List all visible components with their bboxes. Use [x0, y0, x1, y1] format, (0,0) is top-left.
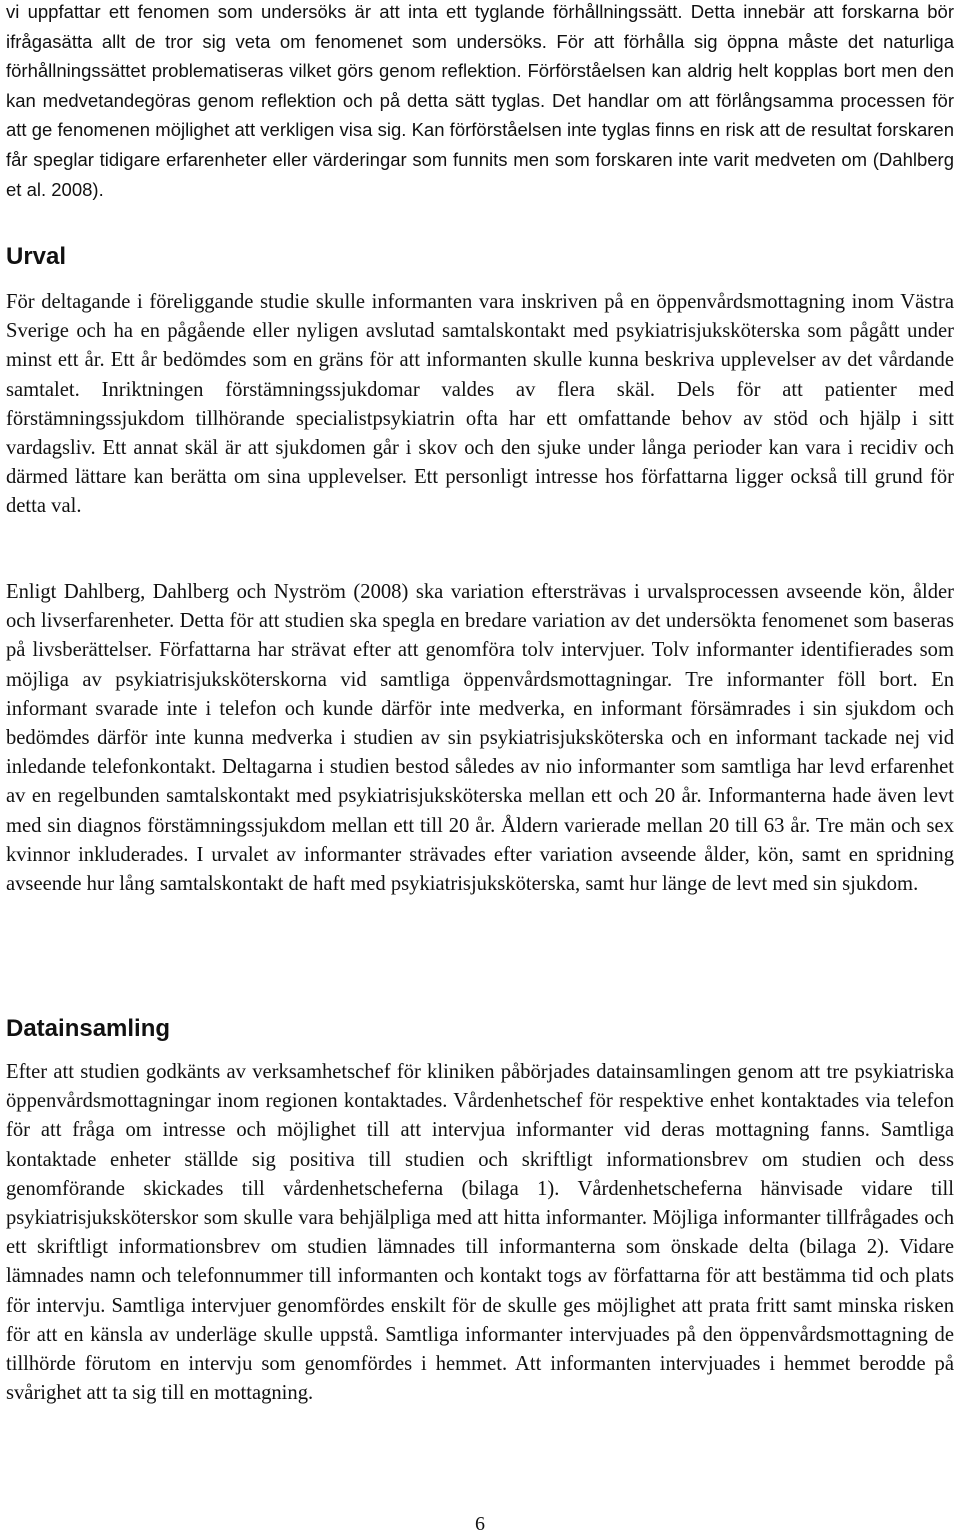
datainsamling-paragraph-1: Efter att studien godkänts av verksamhetschef för kliniken påbörjades datainsamlingen genom att tre psykiatriska öppenvårdsmottagningar inom regionen kontaktades. Vårdenhetschef för respektive enhet kontaktades via telefon för att fråga om intresse och möjlighet till att intervjua informanter vid deras mottagning fanns. Samtliga kontaktade enheter ställde sig positiva till studien och skriftligt informationsbrev om studien och dess genomförande skickades till vårdenhetscheferna (bilaga 1). Vårdenhetscheferna hänvisade vidare till psykiatrisjuksköterskor som skulle vara behjälpliga med att hitta informanter. Möjliga informanter tillfrågades och ett skriftligt informationsbrev om studien lämnades till informanterna som önskade delta (bilaga 2). Vidare lämnades namn och telefonnummer till informanten och kontakt togs av författarna för att bestämma tid och plats för intervju. Samtliga intervjuer genomfördes enskilt för de skulle ges möjlighet att prata fritt samt minska risken för att en känsla av underläge skulle uppstå. Samtliga informanter intervjuades på den öppenvårdsmottagning de tillhörde förutom en intervju som genomfördes i hemmet. Att informanten intervjuades i hemmet berodde på svårighet att ta sig till en mottagning. — [6, 1061, 954, 1405]
section-heading-datainsamling: Datainsamling — [6, 1015, 171, 1042]
section-heading-urval: Urval — [6, 243, 67, 270]
urval-paragraph-2: Enligt Dahlberg, Dahlberg och Nyström (2008) ska variation eftersträvas i urvalsprocessen avseende kön, ålder och livserfarenheter. Detta för att studien ska spegla en bredare variation av det undersökta fenomenet som baseras på livsberättelser. Författarna har strävat efter att genomföra tolv intervjuer. Tolv informanter identifierades som möjliga av psykiatrisjuksköterskorna vid samtliga öppenvårdsmottagningar. Tre informanter föll bort. En informant svarade inte i telefon och kunde därför inte medverka, en informant försämrades i sin sjukdom och bedömdes därför inte kunna medverka i studien av sin psykiatrisjuksköterska och en informant tackade nej vid inledande telefonkontakt. Deltagarna i studien bestod således av nio informanter som samtliga har levd erfarenhet av en regelbunden samtalskontakt med psykiatrisjuksköterska mellan ett och 20 år. Informanterna hade även levt med sin diagnos förstämningssjukdom mellan ett till 20 år. Åldern varierade mellan 20 till 63 år. Tre män och sex kvinnor inkluderades. I urvalet av informanter strävades efter variation avseende ålder, kön, samt en spridning avseende hur lång samtalskontakt de haft med psykiatrisjuksköterska, samt hur länge de levt med sin sjukdom. — [6, 581, 954, 896]
page-number: 6 — [475, 1513, 485, 1535]
urval-paragraph-1: För deltagande i föreliggande studie skulle informanten vara inskriven på en öppenvårdsmottagning inom Västra Sverige och ha en pågående eller nyligen avslutad samtalskontakt med psykiatrisjuksköterska som pågått under minst ett år. Ett år bedömdes som en gräns för att informanten skulle kunna beskriva upplevelser av det vårdande samtalet. Inriktningen förstämningssjukdomar valdes av flera skäl. Dels för att patienter med förstämningssjukdom tillhörande specialistpsykiatrin ofta har ett omfattande behov av stöd och hjälp i sitt vardagsliv. Ett annat skäl är att sjukdomen går i skov och den sjuke under långa perioder kan vara i recidiv och därmed lättare kan berätta om sina upplevelser. Ett personligt intresse hos författarna ligger också till grund för detta val. — [6, 291, 954, 518]
intro-paragraph: vi uppfattar ett fenomen som undersöks är att inta ett tyglande förhållningssätt. Detta innebär att forskarna bör ifrågasätta allt de tror sig veta om fenomenet som undersöks. För att förhålla sig öppna måste det naturliga förhållningssättet problematiseras vilket görs genom reflektion. Förförståelsen kan aldrig helt kopplas bort men den kan medvetandegöras genom reflektion och på detta sätt tyglas. Det handlar om att förlångsamma processen för att ge fenomenen möjlighet att verkligen visa sig. Kan förförståelsen inte tyglas finns en risk att de resultat forskaren får speglar tidigare erfarenheter eller värderingar som funnits men som forskaren inte varit medveten om (Dahlberg et al. 2008). — [6, 1, 954, 200]
